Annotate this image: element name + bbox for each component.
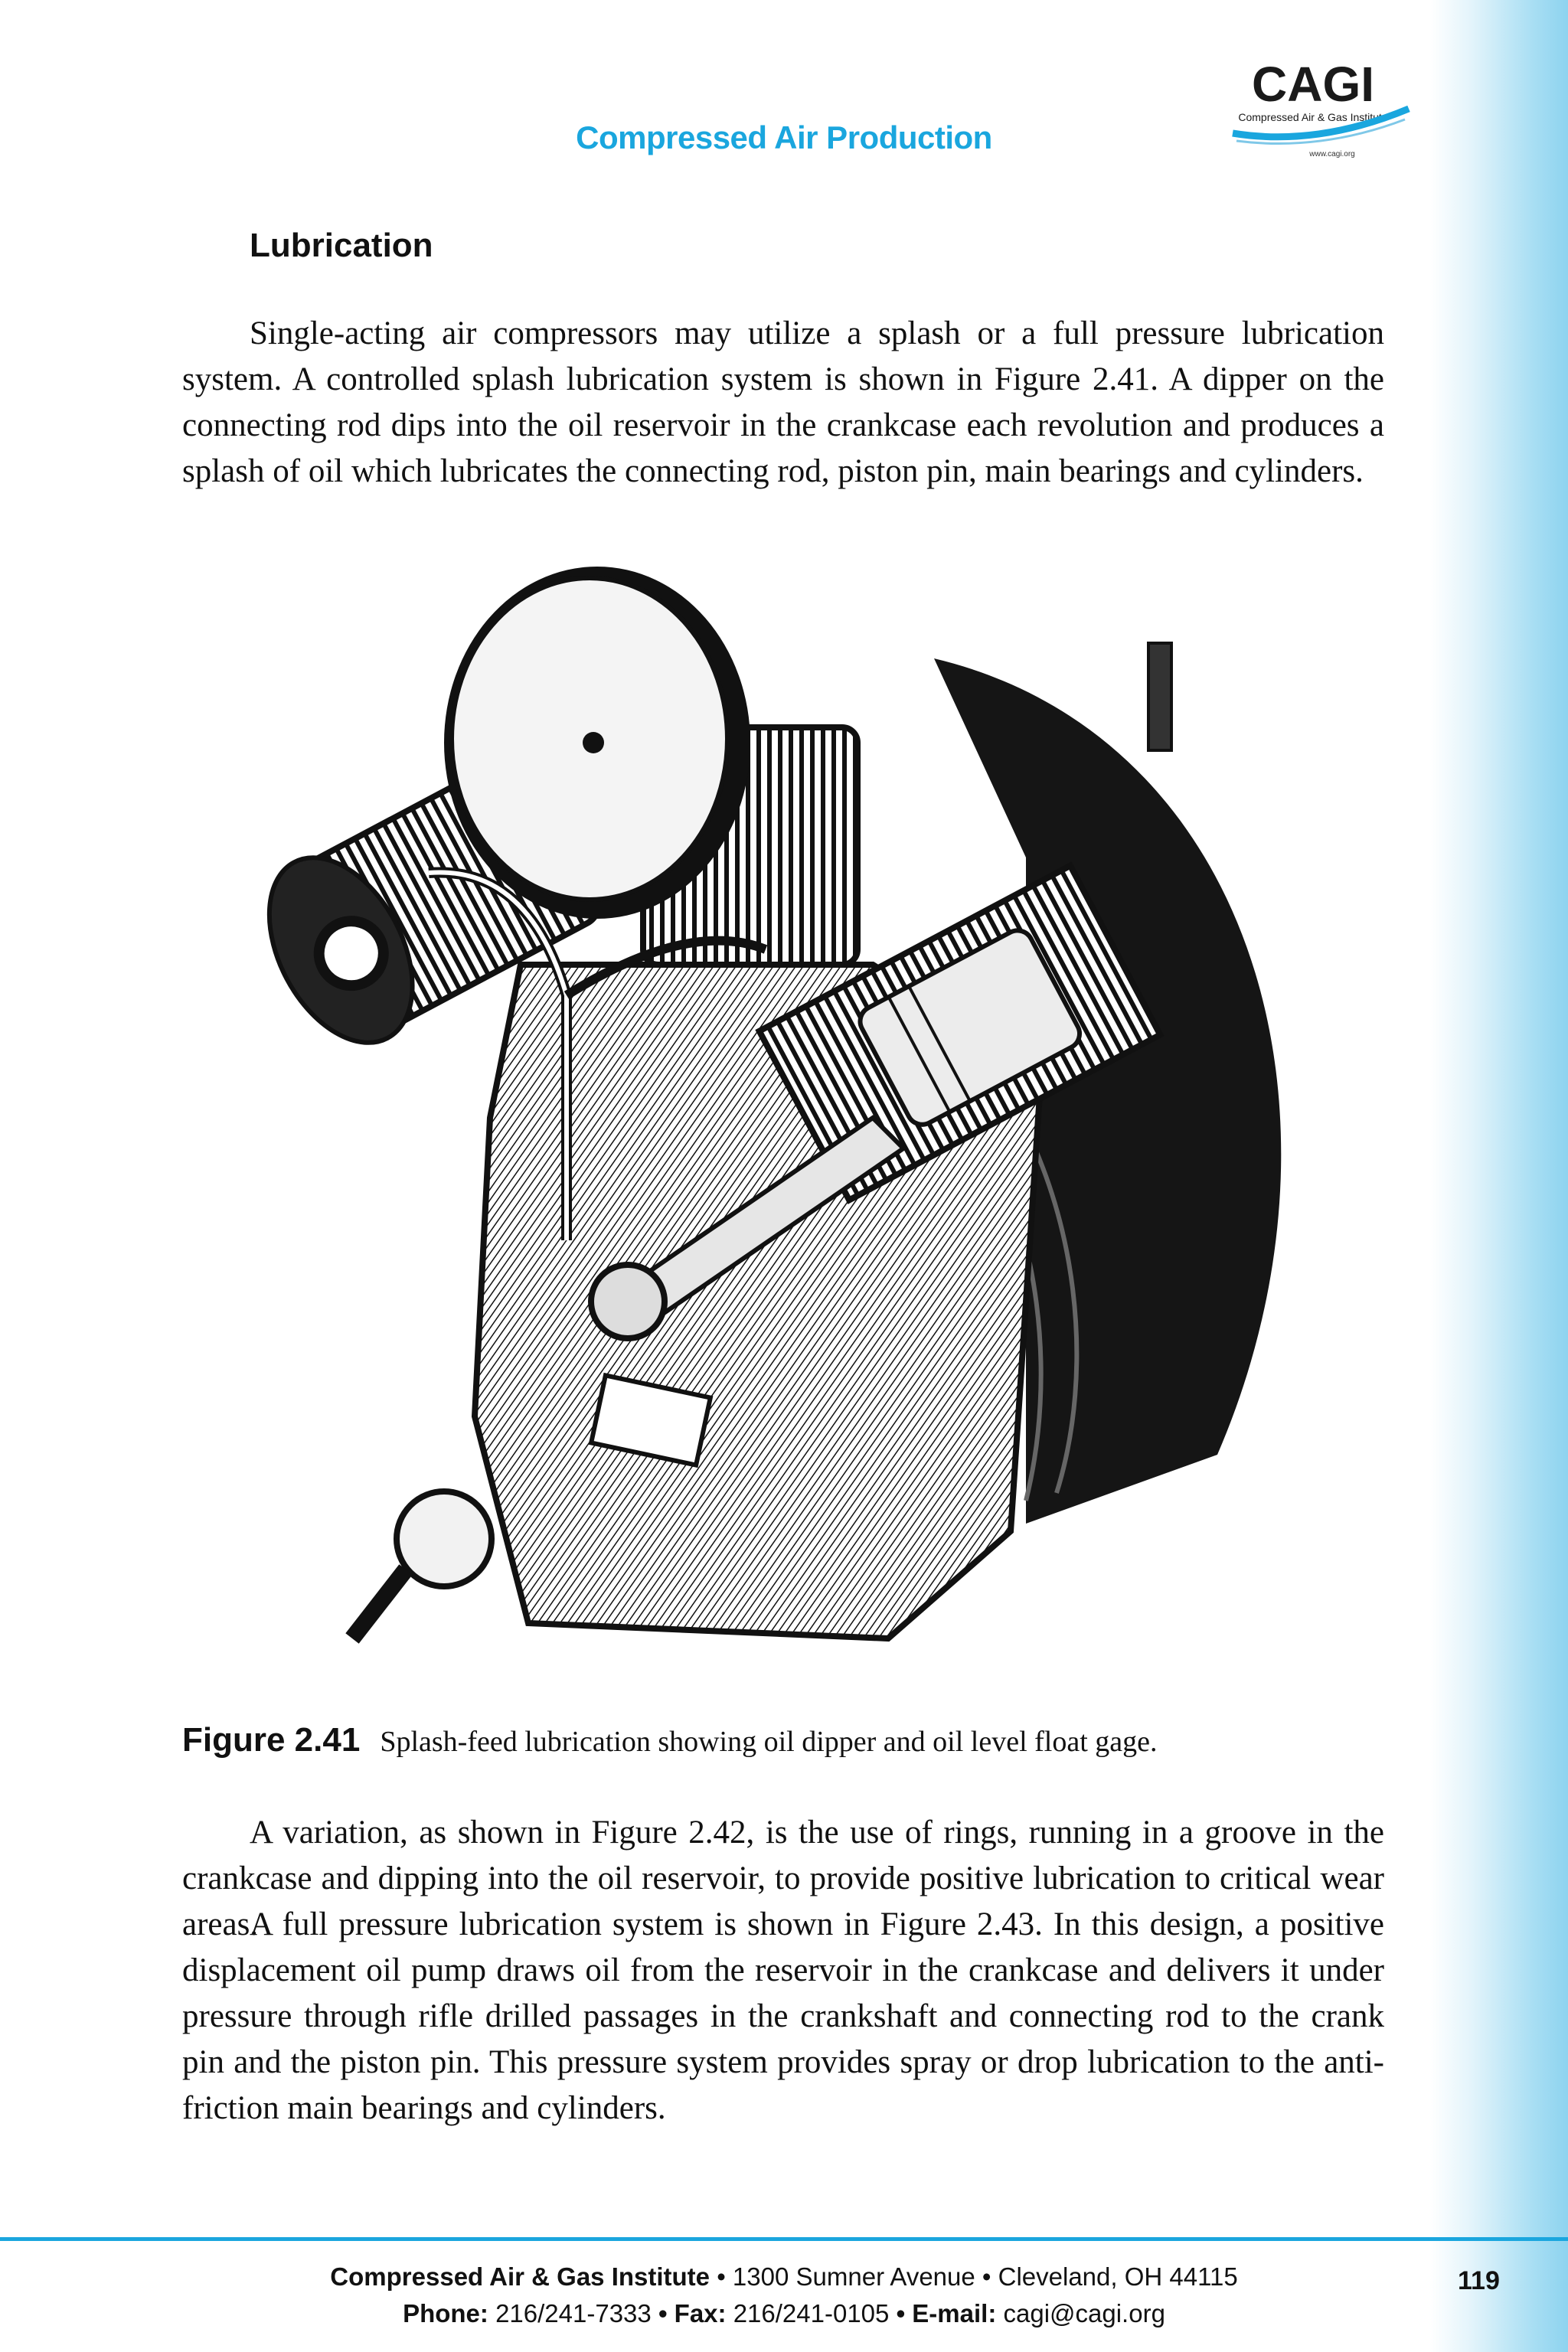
paragraph-splash-lubrication: Single-acting air compressors may utilize a splash or a full pressure lubrication system. A controlled splash lubrication system is shown in Figure 2.41. A dipper on the connecting rod dips into the oil reservoir in the crankcase each revolution and produces a splash of oil which lubricates the connecting rod, piston pin, main bearings and cylinders. xyxy=(182,315,1384,489)
figure-label: Figure 2.41 xyxy=(182,1721,361,1759)
running-header: Compressed Air Production xyxy=(576,119,992,155)
footer-org: Compressed Air & Gas Institute xyxy=(330,2262,710,2291)
email-label: • E-mail: xyxy=(896,2299,997,2328)
cagi-logo xyxy=(1217,55,1416,170)
paragraph-ring-lubrication: A variation, as shown in Figure 2.42, is the use of rings, running in a groove in the crankcase and dipping into the oil reservoir, to provide positive lubrication to critical wear areas. xyxy=(182,1815,1384,1942)
logo-url: www.cagi.org xyxy=(1309,150,1355,158)
footer-address-line xyxy=(0,2259,1568,2295)
page-number: 119 xyxy=(1458,2266,1500,2295)
footer-fax: 216/241-0105 xyxy=(733,2299,890,2328)
footer-email: cagi@cagi.org xyxy=(1003,2299,1165,2328)
figure-compressor-illustration xyxy=(199,536,1348,1669)
section-title: Lubrication xyxy=(250,227,433,264)
oil-level-float-gage xyxy=(397,1491,492,1586)
footer-address: • 1300 Sumner Avenue • Cleveland, OH 44115 xyxy=(717,2262,1238,2291)
footer-contact-line xyxy=(0,2295,1568,2332)
logo-wordmark: CAGI xyxy=(1252,57,1374,112)
page-footer xyxy=(0,2259,1568,2332)
fax-label: • Fax: xyxy=(658,2299,727,2328)
breather-valve xyxy=(1148,643,1171,750)
paragraph-pressure-lubrication: A full pressure lubrication system is shown in Figure 2.43. In this design, a positive displacement oil pump draws oil from the reservoir in the crankcase and delivers it under pressure through rifle drilled passages in the crankshaft and connecting rod to the crank pin and the piston pin. This pressure system provides spray or drop lubrication to the anti-friction main bearings and cylinders. xyxy=(182,1906,1384,2126)
figure-caption-text: Splash-feed lubrication showing oil dipper and oil level float gage. xyxy=(380,1726,1158,1758)
figure-caption xyxy=(182,1721,1158,1759)
side-color-band xyxy=(1430,0,1568,2352)
phone-label: Phone: xyxy=(403,2299,488,2328)
logo-tagline: Compressed Air & Gas Institute xyxy=(1238,111,1388,123)
footer-divider xyxy=(0,2237,1568,2241)
footer-phone: 216/241-7333 xyxy=(495,2299,652,2328)
crank-pin xyxy=(591,1265,665,1338)
